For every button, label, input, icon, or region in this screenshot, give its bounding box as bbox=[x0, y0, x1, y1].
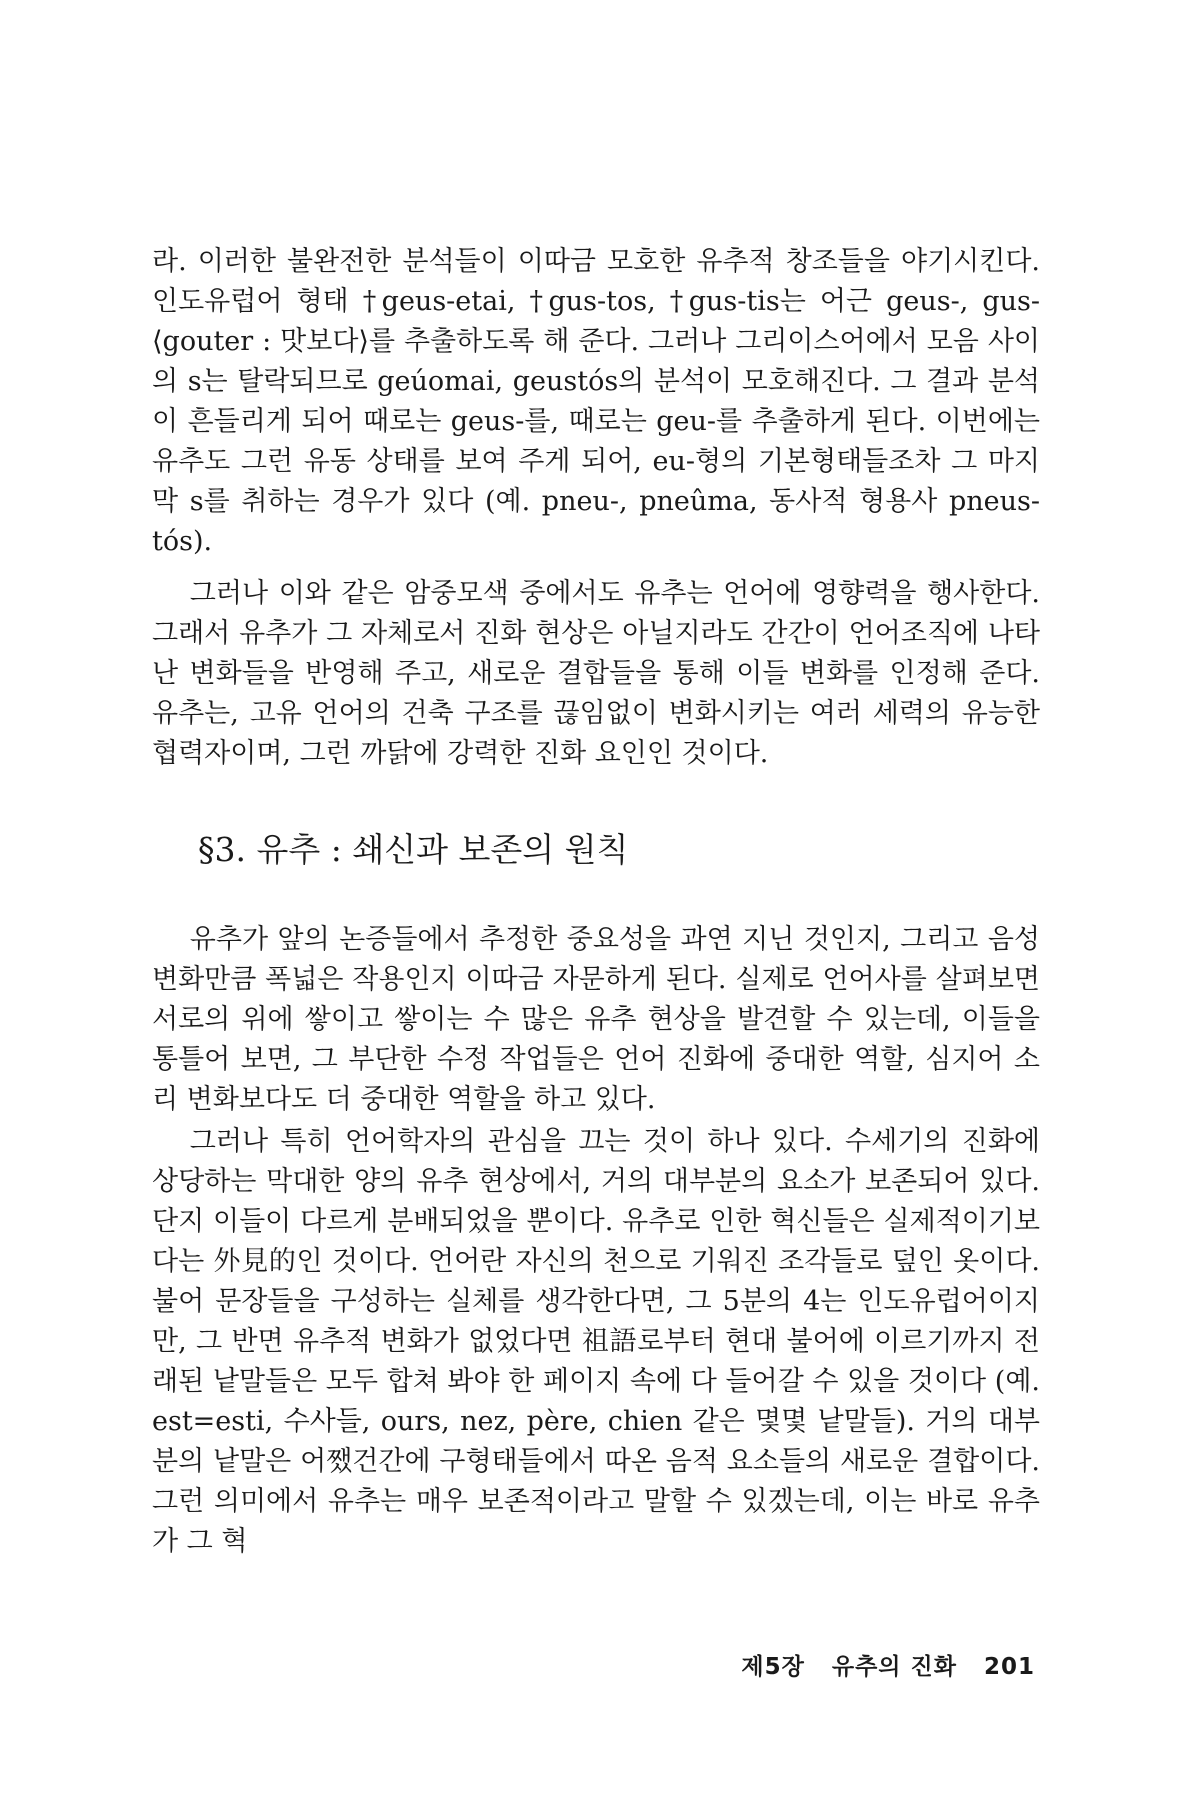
page-number: 201 bbox=[983, 1654, 1035, 1680]
paragraph-analogy-importance: 유추가 앞의 논증들에서 추정한 중요성을 과연 지닌 것인지, 그리고 음성 변화만큼 폭넓은 작용인지 이따금 자문하게 된다. 실제로 언어사를 살펴보면 서로의 위에 쌓이고 쌓이는 수 많은 유추 현상을 발견할 수 있는데, 이들을 통틀어 보면, 그 부단한 수정 작업들은 언어 진화에 중대한 역할, 심지어 소리 변화보다도 더 중대한 역할을 하고 있다. bbox=[152, 924, 1040, 1115]
paragraph-analogy-influence: 그러나 이와 같은 암중모색 중에서도 유추는 언어에 영향력을 행사한다. 그래서 유추가 그 자체로서 진화 현상은 아닐지라도 간간이 언어조직에 나타난 변화들을 반영해 주고, 새로운 결합들을 통해 이들 변화를 인정해 준다. 유추는, 고유 언어의 건축 구조를 끊임없이 변화시키는 여러 세력의 유능한 협력자이며, 그런 까닭에 강력한 진화 요인인 것이다. bbox=[152, 578, 1040, 769]
body-text bbox=[152, 242, 1040, 1562]
footer-title: 유추의 진화 bbox=[831, 1654, 957, 1680]
page-footer bbox=[741, 1648, 1035, 1681]
paragraph-analysis: 라. 이러한 불완전한 분석들이 이따금 모호한 유추적 창조들을 야기시킨다. 인도유럽어 형태 †geus-etai, †gus-tos, †gus-tis는 어근 geus-, gus- ⟨gouter : 맛보다⟩를 추출하도록 해 준다. 그러나 그리이스어에서 모음 사이의 s는 탈락되므로 geúomai, geustós의 분석이 모호해진다. 그 결과 분석이 흔들리게 되어 때로는 geus-를, 때로는 geu-를 추출하게 된다. 이번에는 유추도 그런 유동 상태를 보여 주게 되어, eu-형의 기본형태들조차 그 마지막 s를 취하는 경우가 있다 (예. pneu-, pneûma, 동사적 형용사 pneus-tós). bbox=[152, 246, 1040, 557]
paragraph-analogy-conservation: 그러나 특히 언어학자의 관심을 끄는 것이 하나 있다. 수세기의 진화에 상당하는 막대한 양의 유추 현상에서, 거의 대부분의 요소가 보존되어 있다. 단지 이들이 다르게 분배되었을 뿐이다. 유추로 인한 혁신들은 실제적이기보다는 外見的인 것이다. 언어란 자신의 천으로 기워진 조각들로 덮인 옷이다. 불어 문장들을 구성하는 실체를 생각한다면, 그 5분의 4는 인도유럽어이지만, 그 반면 유추적 변화가 없었다면 祖語로부터 현대 불어에 이르기까지 전래된 낱말들은 모두 합쳐 봐야 한 페이지 속에 다 들어갈 수 있을 것이다 (예. est=esti, 수사들, ours, nez, père, chien 같은 몇몇 낱말들). 거의 대부분의 낱말은 어쨌건간에 구형태들에서 따온 음적 요소들의 새로운 결합이다. 그런 의미에서 유추는 매우 보존적이라고 말할 수 있겠는데, 이는 바로 유추가 그 혁 bbox=[152, 1126, 1040, 1557]
section-heading: §3. 유추 : 쇄신과 보존의 원칙 bbox=[198, 830, 629, 869]
footer-chapter: 제5장 bbox=[741, 1654, 805, 1680]
